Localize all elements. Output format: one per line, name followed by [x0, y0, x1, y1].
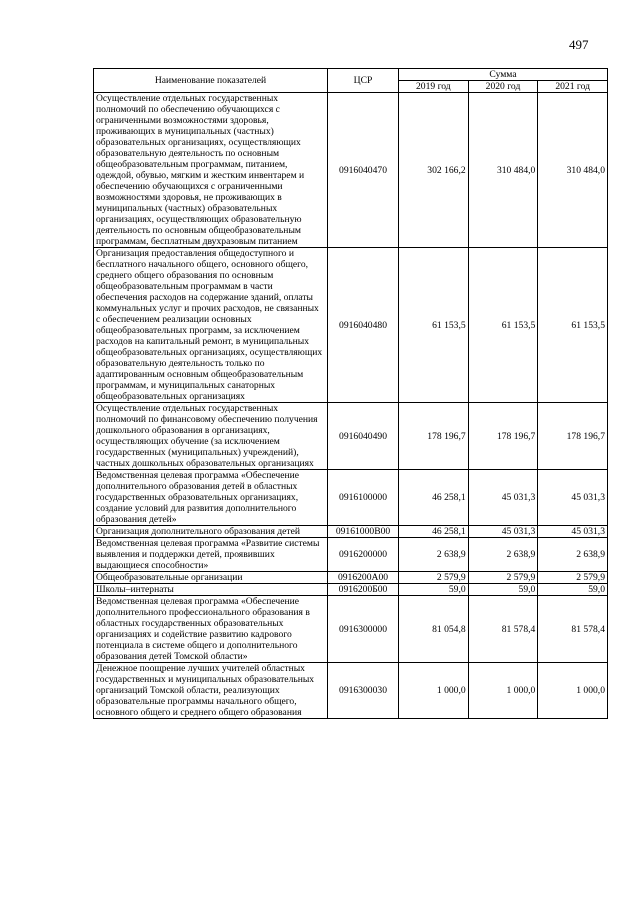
row-2021: 61 153,5	[538, 248, 608, 403]
table-row	[94, 596, 608, 663]
row-2019: 1 000,0	[399, 663, 469, 719]
row-2020: 310 484,0	[468, 93, 538, 248]
row-2021: 81 578,4	[538, 596, 608, 663]
row-2019: 302 166,2	[399, 93, 469, 248]
row-name: Ведомственная целевая программа «Развитие системы выявления и поддержки детей, проявивших выдающиеся способности»	[94, 538, 328, 572]
row-csr: 0916100000	[328, 470, 399, 526]
table-row	[94, 526, 608, 538]
row-csr: 0916200А00	[328, 572, 399, 584]
header-year-2020: 2020 год	[468, 81, 538, 93]
row-2021: 1 000,0	[538, 663, 608, 719]
row-name: Общеобразовательные организации	[94, 572, 328, 584]
row-name: Денежное поощрение лучших учителей областных государственных и муниципальных образовательных организаций Томской области, реализующих образовательные программы начального общего, основного общего и среднего общего образования	[94, 663, 328, 719]
row-2021: 45 031,3	[538, 470, 608, 526]
row-2020: 61 153,5	[468, 248, 538, 403]
row-2021: 59,0	[538, 584, 608, 596]
row-2021: 178 196,7	[538, 403, 608, 470]
table-row	[94, 248, 608, 403]
row-2020: 1 000,0	[468, 663, 538, 719]
row-2019: 2 638,9	[399, 538, 469, 572]
row-2019: 46 258,1	[399, 470, 469, 526]
row-2019: 59,0	[399, 584, 469, 596]
row-2020: 2 638,9	[468, 538, 538, 572]
budget-table	[93, 68, 608, 719]
row-2019: 178 196,7	[399, 403, 469, 470]
header-name: Наименование показателей	[94, 69, 328, 93]
row-csr: 09161000В00	[328, 526, 399, 538]
row-name: Организация дополнительного образования детей	[94, 526, 328, 538]
row-2020: 178 196,7	[468, 403, 538, 470]
table-row	[94, 403, 608, 470]
page-number: 497	[569, 37, 589, 52]
table-row	[94, 93, 608, 248]
table-row	[94, 663, 608, 719]
header-csr: ЦСР	[328, 69, 399, 93]
row-2021: 310 484,0	[538, 93, 608, 248]
row-csr: 0916300030	[328, 663, 399, 719]
row-csr: 0916040470	[328, 93, 399, 248]
header-year-2019: 2019 год	[399, 81, 469, 93]
row-2019: 81 054,8	[399, 596, 469, 663]
row-csr: 0916040480	[328, 248, 399, 403]
row-2020: 59,0	[468, 584, 538, 596]
row-2020: 45 031,3	[468, 526, 538, 538]
row-csr: 0916300000	[328, 596, 399, 663]
row-2021: 2 638,9	[538, 538, 608, 572]
row-2019: 2 579,9	[399, 572, 469, 584]
row-csr: 0916200Б00	[328, 584, 399, 596]
row-name: Ведомственная целевая программа «Обеспечение дополнительного образования детей в областных государственных образовательных организациях, создание условий для развития дополнительного образования детей»	[94, 470, 328, 526]
row-2021: 2 579,9	[538, 572, 608, 584]
table-row	[94, 538, 608, 572]
row-csr: 0916040490	[328, 403, 399, 470]
table-row	[94, 470, 608, 526]
row-2021: 45 031,3	[538, 526, 608, 538]
row-name: Ведомственная целевая программа «Обеспечение дополнительного профессионального образования в областных государственных образовательных организациях и содействие развитию кадрового потенциала в системе общего и дополнительного образования детей Томской области»	[94, 596, 328, 663]
row-name: Осуществление отдельных государственных полномочий по обеспечению обучающихся с ограниченными возможностями здоровья, проживающих в муниципальных (частных) образовательных организациях, осуществляющих образовательную деятельность по основным общеобразовательным программам, питанием, одеждой, обувью, мягким и жестким инвентарем и обеспечению обучающихся с ограниченными возможностями здоровья, не проживающих в муниципальных (частных) образовательных организациях, осуществляющих образовательную деятельность по основным общеобразовательным программам, бесплатным двухразовым питанием	[94, 93, 328, 248]
row-2019: 61 153,5	[399, 248, 469, 403]
row-csr: 0916200000	[328, 538, 399, 572]
row-2019: 46 258,1	[399, 526, 469, 538]
row-2020: 81 578,4	[468, 596, 538, 663]
row-name: Осуществление отдельных государственных полномочий по финансовому обеспечению получения дошкольного образования в организациях, осуществляющих обучение (за исключением государственных (муниципальных) учреждений), частных дошкольных образовательных организациях	[94, 403, 328, 470]
table-row	[94, 584, 608, 596]
header-year-2021: 2021 год	[538, 81, 608, 93]
row-name: Школы–интернаты	[94, 584, 328, 596]
row-2020: 2 579,9	[468, 572, 538, 584]
row-2020: 45 031,3	[468, 470, 538, 526]
table-row	[94, 572, 608, 584]
header-sum: Сумма	[399, 69, 608, 81]
row-name: Организация предоставления общедоступного и бесплатного начального общего, основного общего, среднего общего образования по основным общеобразовательным программам в части обеспечения расходов на содержание зданий, оплаты коммунальных услуг и прочих расходов, не связанных с обеспечением реализации основных общеобразовательных программ, за исключением расходов на капитальный ремонт, в муниципальных общеобразовательных организациях, осуществляющих образовательную деятельность только по адаптированным основным общеобразовательным программам, и муниципальных санаторных общеобразовательных организациях	[94, 248, 328, 403]
